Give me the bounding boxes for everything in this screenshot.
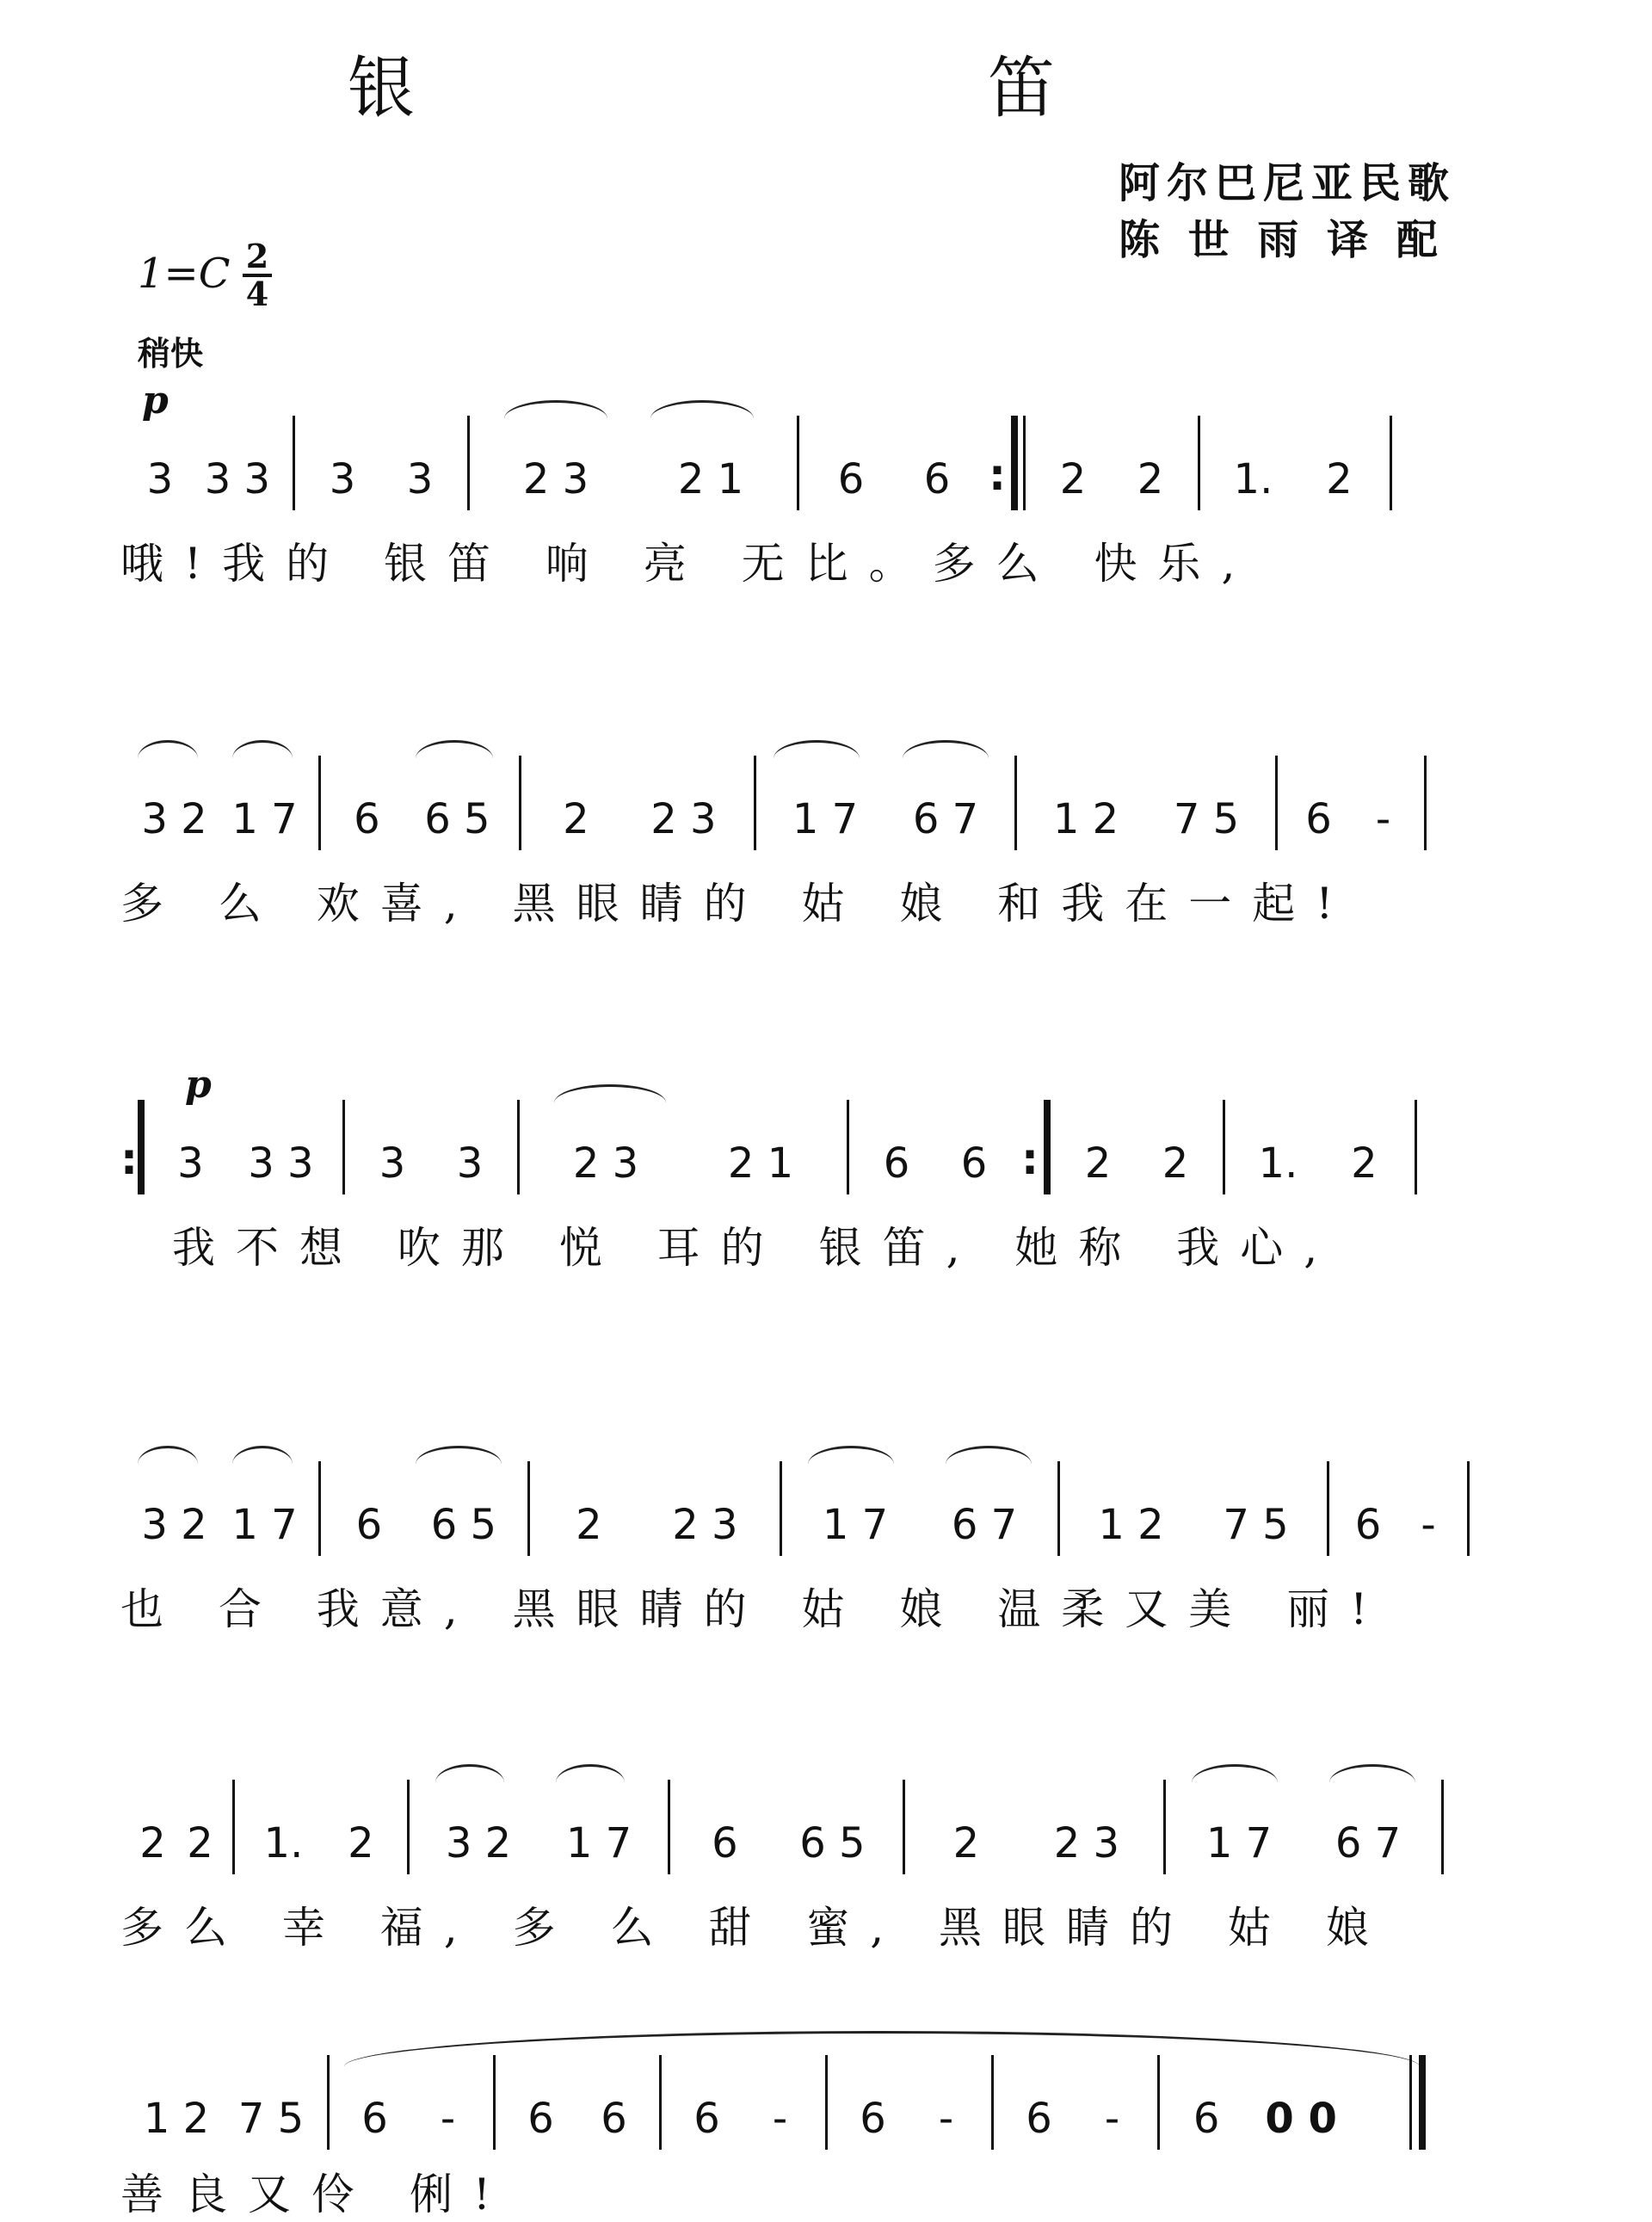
note: 1.: [1258, 1139, 1298, 1188]
note: 1 2: [1052, 795, 1119, 843]
note: 2 3: [522, 455, 589, 503]
slur: [416, 740, 493, 777]
note: 2: [1351, 1139, 1378, 1188]
measure: [520, 1067, 847, 1196]
measures-row: [120, 1747, 1566, 1876]
note: 6: [860, 2095, 886, 2143]
measure: [410, 1747, 668, 1876]
note: 1 7: [231, 1501, 298, 1549]
repeat-barline: [138, 1100, 145, 1194]
slur: [808, 1446, 894, 1483]
slur: [1192, 1764, 1278, 1801]
repeat-dots: :: [120, 1134, 138, 1184]
translator-credit: 陈 世 雨 译 配: [1119, 216, 1445, 264]
page-title: 银 笛: [347, 50, 1201, 127]
note: 6 7: [951, 1501, 1018, 1549]
measure: [905, 1747, 1163, 1876]
note: 1 7: [565, 1819, 632, 1867]
note: -: [938, 2095, 954, 2143]
barline: [1415, 1100, 1417, 1194]
measures-row: [120, 1429, 1566, 1558]
note: 3: [456, 1139, 484, 1188]
note: 3 2: [141, 795, 207, 843]
slur: [774, 740, 860, 777]
measure: [756, 723, 1014, 852]
note: 6: [837, 455, 865, 503]
measure: [530, 1429, 780, 1558]
measure: [521, 723, 754, 852]
note: 7 5: [237, 2095, 305, 2143]
note: 3: [146, 455, 174, 503]
note: 2: [576, 1501, 602, 1549]
key-signature: 1=C: [138, 250, 231, 298]
note: 0 0: [1265, 2095, 1337, 2143]
dynamic-marking-1: p: [142, 379, 169, 423]
note: 1 2: [1098, 1501, 1164, 1549]
measure: [321, 1429, 527, 1558]
measure: [470, 383, 797, 512]
measure: [145, 1067, 342, 1196]
measure: [120, 723, 318, 852]
note: 6: [355, 1501, 383, 1549]
measure: [799, 383, 989, 512]
measure: [321, 723, 519, 852]
lyrics-line: 也 合 我意, 黑眼睛的 姑 娘 温柔又美 丽!: [120, 1584, 1389, 1634]
slur: [138, 1446, 198, 1483]
note: 6 7: [1335, 1819, 1402, 1867]
measure: [1166, 1747, 1441, 1876]
note: 2: [1084, 1139, 1112, 1188]
note: 7 5: [1173, 795, 1240, 843]
note: 6: [601, 2095, 627, 2143]
origin-credit: 阿尔巴尼亚民歌: [1119, 159, 1457, 207]
measure: [849, 1067, 1021, 1196]
measure: [1026, 383, 1198, 512]
slur: [435, 1764, 504, 1801]
measure: [782, 1429, 1057, 1558]
measure: [1060, 1429, 1327, 1558]
measure: [1051, 1067, 1223, 1196]
measures-row: [120, 1067, 1566, 1196]
note: -: [1375, 795, 1391, 843]
note: 2: [563, 795, 589, 843]
note: 1 7: [1205, 1819, 1273, 1867]
slur: [232, 1446, 293, 1483]
lyrics-line: 我不想 吹那 悦 耳的 银笛, 她称 我心,: [172, 1223, 1339, 1273]
slur: [232, 740, 293, 777]
note: 2: [1326, 455, 1353, 503]
slur: [416, 1446, 502, 1483]
note: 2 1: [677, 455, 744, 503]
repeat-dots: :: [1021, 1134, 1039, 1184]
time-numerator: 2: [245, 237, 269, 275]
barline: [1424, 756, 1427, 850]
note: 2 1: [727, 1139, 794, 1188]
note: 2 3: [672, 1501, 738, 1549]
measure: [120, 1429, 318, 1558]
note: 6: [1026, 2095, 1052, 2143]
final-barline: [1419, 2055, 1426, 2150]
note: 6: [1305, 795, 1332, 843]
measure: [1329, 1429, 1467, 1558]
tie-slur: [344, 2031, 1420, 2102]
note: 2 3: [650, 795, 717, 843]
repeat-barline: [1044, 1100, 1051, 1194]
measure: [1017, 723, 1275, 852]
measure: [345, 1067, 517, 1196]
note: 1.: [1233, 455, 1273, 503]
slur: [946, 1446, 1032, 1483]
repeat-barline: [1011, 416, 1018, 510]
note: 6: [527, 2095, 554, 2143]
note: 6: [883, 1139, 910, 1188]
time-signature: [243, 239, 272, 312]
note: 3: [406, 455, 434, 503]
note: 6 5: [799, 1819, 866, 1867]
note: 2: [187, 1819, 213, 1867]
measure: [1200, 383, 1390, 512]
note: 6 5: [430, 1501, 497, 1549]
slur: [650, 400, 754, 437]
note: 2: [1059, 455, 1087, 503]
note: 1 2: [143, 2095, 210, 2143]
slur: [903, 740, 989, 777]
note: -: [1104, 2095, 1120, 2143]
slur: [554, 1084, 666, 1121]
note: 6: [1193, 2095, 1220, 2143]
note: 3 2: [445, 1819, 512, 1867]
note: -: [440, 2095, 456, 2143]
barline: [1441, 1780, 1444, 1874]
note: 2: [139, 1819, 166, 1867]
note: 3 2: [141, 1501, 207, 1549]
note: 2 3: [572, 1139, 639, 1188]
measure: [1278, 723, 1424, 852]
lyrics-line: 善良又伶 俐!: [120, 2170, 511, 2219]
note: 2: [1137, 455, 1164, 503]
lyrics-line: 多 么 欢喜, 黑眼睛的 姑 娘 和我在一起!: [120, 879, 1354, 929]
dynamic-marking-2: p: [185, 1063, 212, 1107]
note: 2: [1162, 1139, 1189, 1188]
lyrics-line: 哦!我的 银笛 响 亮 无比。多么 快乐,: [120, 539, 1256, 589]
measure: [235, 1747, 407, 1876]
note: 6: [960, 1139, 988, 1188]
note: 2 3: [1053, 1819, 1120, 1867]
note: 6: [1354, 1501, 1382, 1549]
note: 3 3: [204, 455, 271, 503]
measure: [295, 383, 467, 512]
note: -: [1421, 1501, 1436, 1549]
slur: [138, 740, 198, 777]
measure: [120, 383, 293, 512]
note: 3 3: [248, 1139, 314, 1188]
repeat-dots: :: [989, 450, 1006, 500]
note: 2: [952, 1819, 980, 1867]
note: 3: [379, 1139, 406, 1188]
note: 6: [354, 795, 380, 843]
measures-row: [120, 383, 1566, 512]
note: 6: [361, 2095, 388, 2143]
note: 6 5: [424, 795, 490, 843]
barline: [1390, 416, 1392, 510]
note: 2: [348, 1819, 374, 1867]
note: 1 7: [231, 795, 298, 843]
tempo-marking: 稍快: [138, 335, 204, 373]
credits: [1119, 155, 1456, 268]
slur: [556, 1764, 625, 1801]
measure: [120, 1747, 232, 1876]
measures-row: [120, 723, 1566, 852]
measure: [120, 2040, 327, 2151]
note: 7 5: [1223, 1501, 1289, 1549]
slur: [504, 400, 607, 437]
time-denominator: 4: [245, 275, 269, 313]
note: 1 7: [822, 1501, 889, 1549]
note: 1 7: [792, 795, 859, 843]
slur: [1329, 1764, 1415, 1801]
note: 1.: [263, 1819, 304, 1867]
note: 6 7: [912, 795, 979, 843]
note: 3: [329, 455, 356, 503]
measure: [670, 1747, 903, 1876]
measure: [1225, 1067, 1415, 1196]
note: 6: [693, 2095, 720, 2143]
lyrics-line: 多么 幸 福, 多 么 甜 蜜, 黑眼睛的 姑 娘: [120, 1903, 1390, 1953]
barline: [1467, 1461, 1470, 1556]
note: -: [772, 2095, 788, 2143]
note: 6: [923, 455, 951, 503]
note: 3: [177, 1139, 204, 1188]
note: 6: [712, 1819, 738, 1867]
